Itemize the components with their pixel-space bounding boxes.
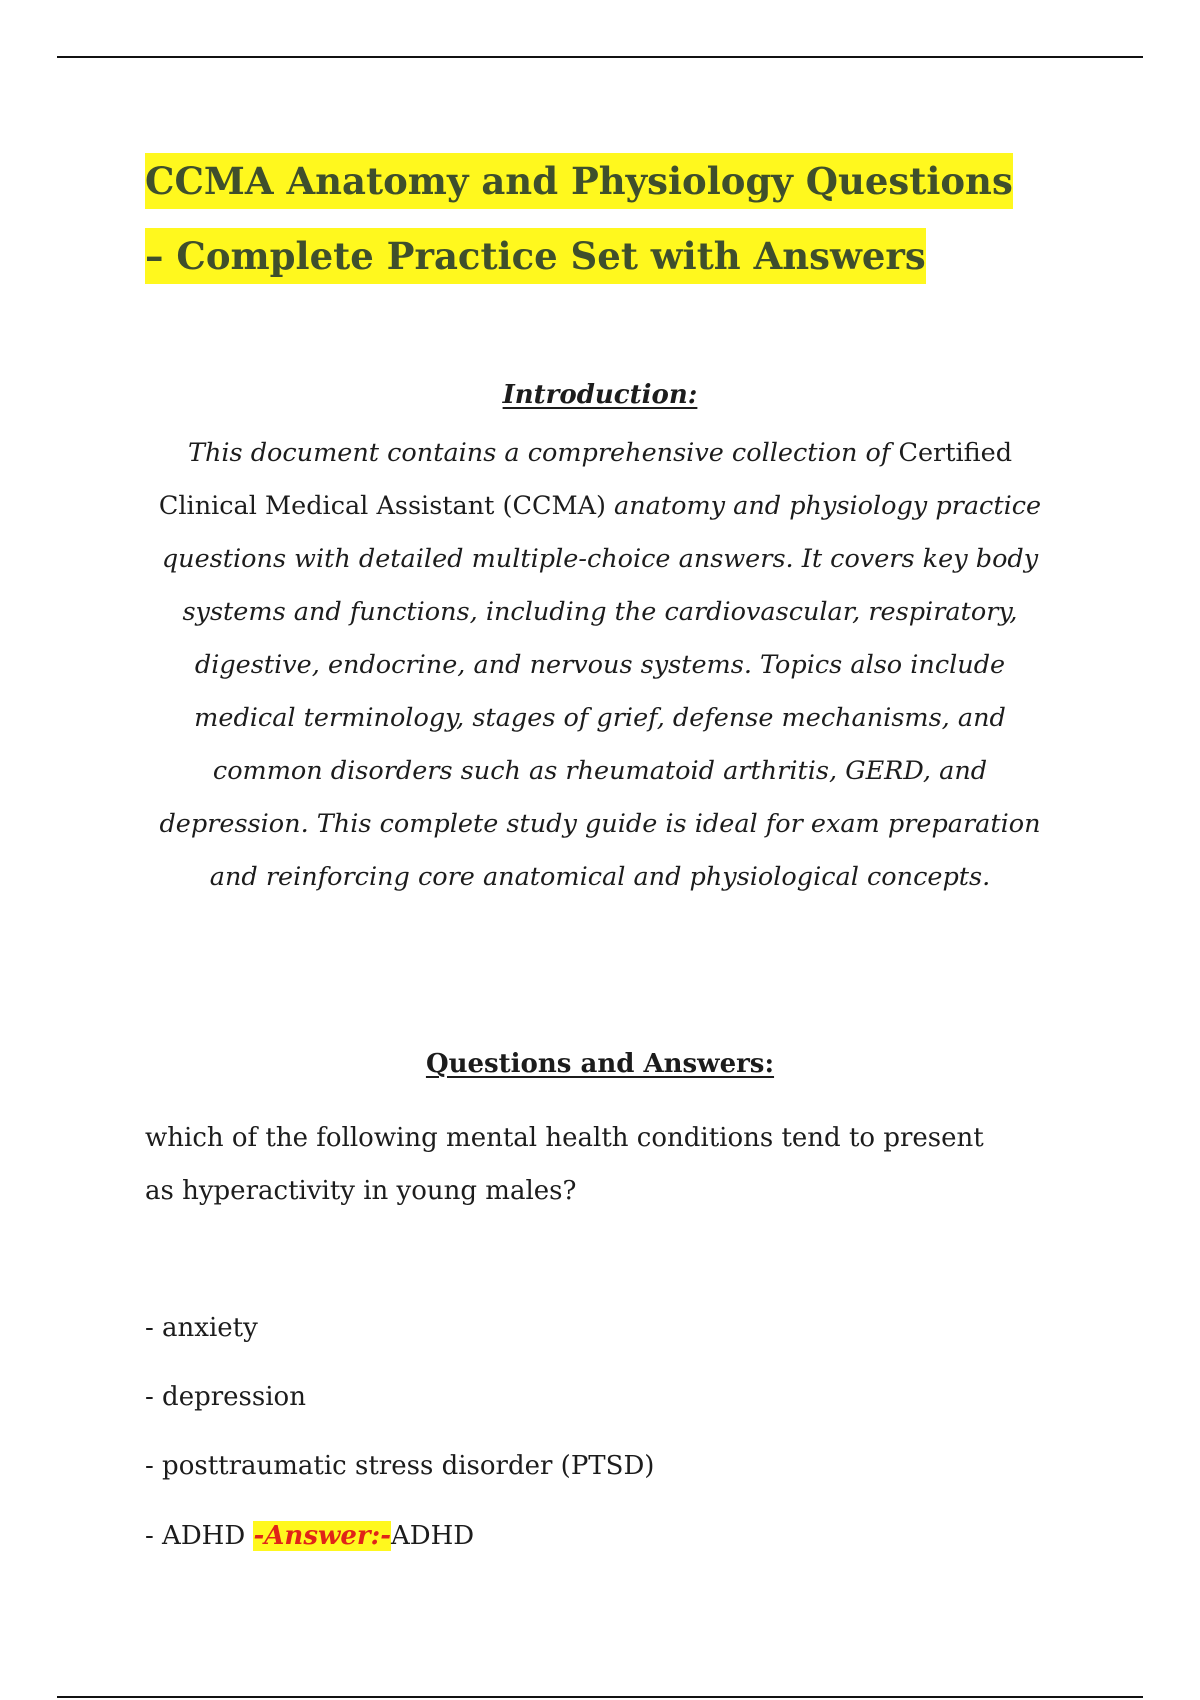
header-rule <box>57 56 1143 58</box>
answer-option-text: - ADHD <box>145 1521 254 1551</box>
document-title <box>145 144 1075 294</box>
intro-text-part-1: This document contains a comprehensive collection of <box>187 438 899 468</box>
title-line-2: – Complete Practice Set with Answers <box>145 228 926 284</box>
intro-text-part-2: Certified Clinical Medical Assistant (CCMA) <box>158 438 1013 521</box>
answer-marker: -Answer:- <box>253 1521 391 1551</box>
title-line-1: CCMA Anatomy and Physiology Questions <box>145 153 1013 209</box>
answer-option: - anxiety <box>145 1313 258 1343</box>
answer-option: - depression <box>145 1382 306 1412</box>
answer-option-correct <box>145 1516 474 1556</box>
introduction-heading: Introduction: <box>502 380 698 410</box>
answer-option: - posttraumatic stress disorder (PTSD) <box>145 1451 655 1481</box>
qa-heading: Questions and Answers: <box>425 1049 775 1079</box>
answer-value: ADHD <box>390 1521 475 1551</box>
intro-text-part-3: anatomy and physiology practice questions with detailed multiple-choice answers. It covers key body systems and functions, including the cardiovascular, respiratory, digestive, endocrine, and nervous systems. Topics also include medical terminology, stages of grief, defense mechanisms, and common disorders such as rheumatoid arthritis, GERD, and depression. This complete study guide is ideal for exam preparation and reinforcing core anatomical and physiological concepts. <box>159 491 1042 892</box>
footer-rule <box>57 1696 1143 1698</box>
introduction-paragraph <box>145 427 1055 904</box>
question-text: which of the following mental health conditions tend to present as hyperactivity in young males? <box>145 1123 984 1206</box>
